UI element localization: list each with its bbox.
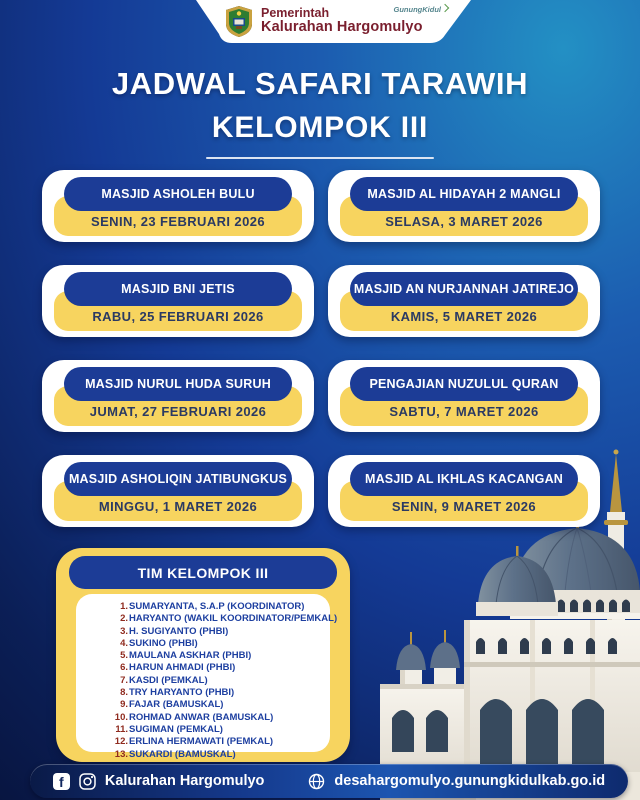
facebook-icon: f (53, 773, 70, 790)
venue-pill: MASJID AN NURJANNAH JATIREJO (350, 272, 578, 306)
list-item: 8. TRY HARYANTO (PHBI) (120, 687, 235, 699)
list-item: 10. ROHMAD ANWAR (BAMUSKAL) (114, 711, 274, 723)
date-pill: SENIN, 23 FEBRUARI 2026 (54, 196, 302, 236)
date-pill: SABTU, 7 MARET 2026 (340, 386, 588, 426)
venue-pill: MASJID NURUL HUDA SURUH (64, 367, 292, 401)
schedule-card (42, 455, 314, 527)
date-pill: SENIN, 9 MARET 2026 (340, 481, 588, 521)
schedule-card (328, 170, 600, 242)
venue-pill: MASJID ASHOLIQIN JATIBUNGKUS (64, 462, 292, 496)
title-line1: JADWAL SAFARI TARAWIH (111, 66, 529, 101)
title-line2: KELOMPOK III (211, 111, 429, 144)
list-item: 13. SUKARDI (BAMUSKAL) (114, 748, 236, 760)
footer-bar (30, 764, 628, 798)
schedule-card (328, 360, 600, 432)
venue-pill: MASJID AL HIDAYAH 2 MANGLI (350, 177, 578, 211)
schedule-card (328, 265, 600, 337)
schedule-card (42, 360, 314, 432)
list-item: 4. SUKINO (PHBI) (120, 637, 198, 649)
gunungkidul-logo: GunungKidul (394, 5, 449, 14)
footer-account-name: Kalurahan Hargomulyo (104, 773, 265, 789)
org-name-line2: Kalurahan Hargomulyo (261, 19, 423, 36)
team-member-list (76, 594, 338, 760)
team-title: TIM KELOMPOK III (69, 556, 337, 589)
schedule-card (42, 170, 314, 242)
schedule-card (42, 265, 314, 337)
venue-pill: MASJID AL IKHLAS KACANGAN (350, 462, 578, 496)
list-item: 7. KASDI (PEMKAL) (120, 674, 208, 686)
poster-title (0, 66, 640, 159)
list-item: 11. SUGIMAN (PEMKAL) (115, 723, 223, 735)
list-item: 3. H. SUGIYANTO (PHBI) (120, 625, 229, 637)
globe-icon (308, 773, 325, 790)
team-card (56, 548, 350, 762)
venue-pill: MASJID BNI JETIS (64, 272, 292, 306)
list-item: 9. FAJAR (BAMUSKAL) (120, 699, 224, 711)
list-item: 6. HARUN AHMADI (PHBI) (120, 662, 236, 674)
date-pill: MINGGU, 1 MARET 2026 (54, 481, 302, 521)
instagram-icon (79, 773, 96, 790)
date-pill: SELASA, 3 MARET 2026 (340, 196, 588, 236)
schedule-card (328, 455, 600, 527)
schedule-grid (42, 170, 600, 527)
list-item: 12. ERLINA HERMAWATI (PEMKAL) (114, 736, 274, 748)
title-underline (206, 157, 434, 159)
footer-website: desahargomulyo.gunungkidulkab.go.id (334, 773, 606, 789)
venue-pill: MASJID ASHOLEH BULU (64, 177, 292, 211)
header-ribbon (186, 0, 478, 44)
list-item: 2. HARYANTO (WAKIL KOORDINATOR/PEMKAL) (120, 613, 338, 625)
venue-pill: PENGAJIAN NUZULUL QURAN (350, 367, 578, 401)
date-pill: JUMAT, 27 FEBRUARI 2026 (54, 386, 302, 426)
list-item: 1. SUMARYANTA, S.A.P (KOORDINATOR) (120, 601, 305, 612)
org-name-line1: Pemerintah (261, 5, 330, 20)
kalurahan-crest-icon (224, 5, 254, 38)
list-item: 5. MAULANA ASKHAR (PHBI) (120, 650, 252, 662)
date-pill: RABU, 25 FEBRUARI 2026 (54, 291, 302, 331)
date-pill: KAMIS, 5 MARET 2026 (340, 291, 588, 331)
